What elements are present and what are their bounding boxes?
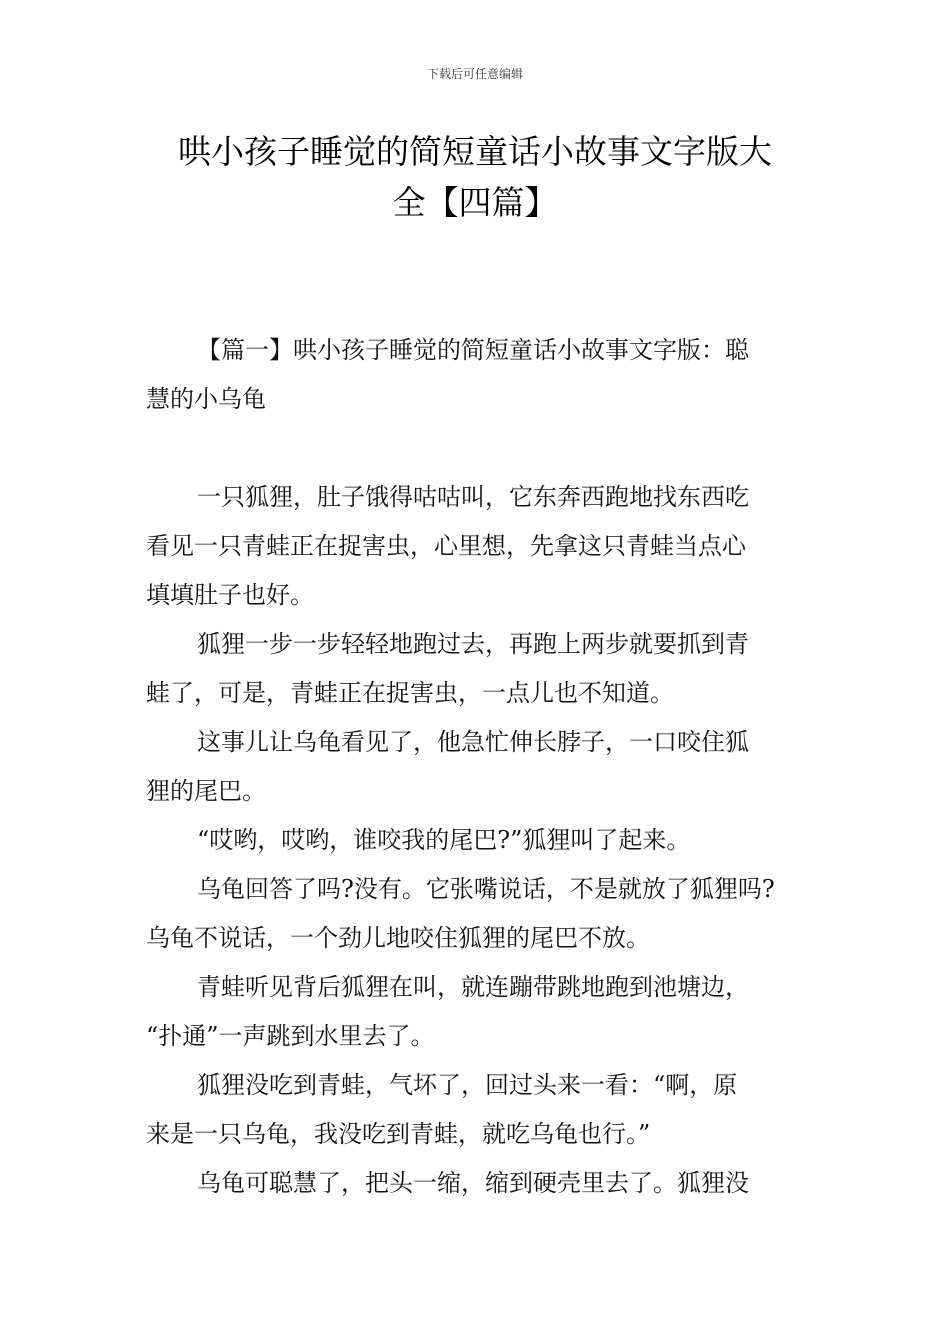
paragraph (146, 1061, 816, 1159)
text-line: 狸的尾巴。 (146, 777, 266, 805)
text-line: 这事儿让乌龟看见了，他急忙伸长脖子，一口咬住狐 (197, 728, 749, 756)
section-heading (146, 326, 816, 424)
paragraph (146, 865, 816, 963)
paragraph (146, 620, 816, 718)
text-line: 狐狸没吃到青蛙，气坏了，回过头来一看：“啊，原 (197, 1071, 738, 1099)
text-line: 青蛙听见背后狐狸在叫，就连蹦带跳地跑到池塘边， (197, 973, 749, 1001)
text-line: 乌龟可聪慧了，把头一缩，缩到硬壳里去了。狐狸没 (197, 1169, 749, 1197)
paragraph (146, 816, 816, 865)
spacer (146, 424, 816, 473)
paragraph (146, 473, 816, 620)
paragraph (146, 718, 816, 816)
text-line: 【篇一】哄小孩子睡觉的简短童话小故事文字版：聪 (197, 336, 749, 364)
title-line-2: 全【四篇】 (392, 183, 558, 222)
text-line: “扑通”一声跳到水里去了。 (146, 1022, 435, 1050)
text-line: “哎哟，哎哟，谁咬我的尾巴?”狐狸叫了起来。 (197, 826, 691, 854)
text-line: 乌龟不说话，一个劲儿地咬住狐狸的尾巴不放。 (146, 924, 650, 952)
text-line: 慧的小乌龟 (146, 385, 266, 413)
text-line: 蛙了，可是，青蛙正在捉害虫，一点儿也不知道。 (146, 679, 674, 707)
text-line: 看见一只青蛙正在捉害虫，心里想，先拿这只青蛙当点心 (146, 532, 746, 560)
text-line: 来是一只乌龟，我没吃到青蛙，就吃乌龟也行。” (146, 1120, 651, 1148)
document-title (150, 126, 800, 228)
text-line: 乌龟回答了吗?没有。它张嘴说话，不是就放了狐狸吗? (197, 875, 775, 903)
paragraph (146, 1159, 816, 1208)
text-line: 一只狐狸，肚子饿得咕咕叫，它东奔西跑地找东西吃 (197, 483, 749, 511)
text-line: 填填肚子也好。 (146, 581, 314, 609)
document-body (146, 326, 816, 1208)
title-line-1: 哄小孩子睡觉的简短童话小故事文字版大 (178, 132, 772, 171)
header-note: 下载后可任意编辑 (426, 67, 523, 81)
text-line: 狐狸一步一步轻轻地跑过去，再跑上两步就要抓到青 (197, 630, 749, 658)
paragraph (146, 963, 816, 1061)
